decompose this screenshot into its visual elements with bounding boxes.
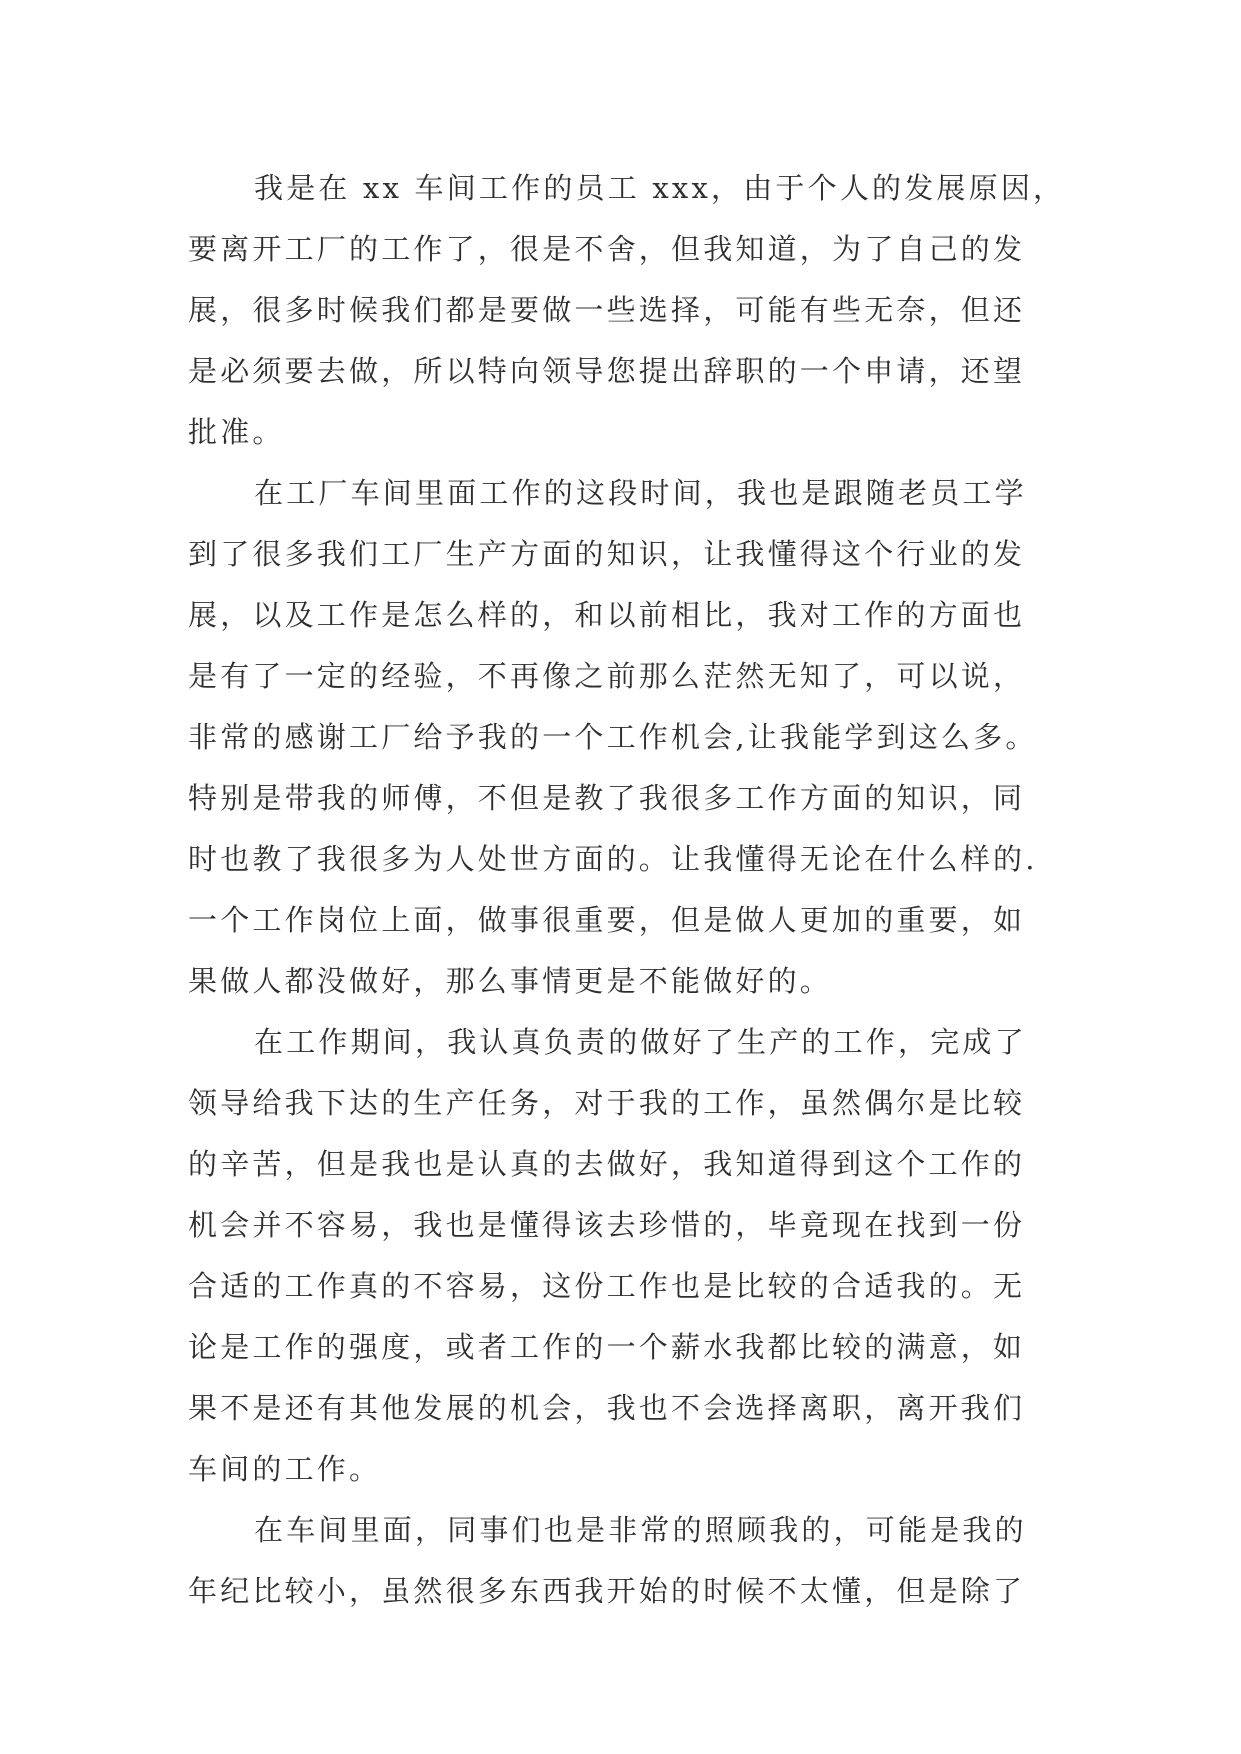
text-line: 一个工作岗位上面，做事很重要，但是做人更加的重要，如 (188, 903, 1026, 937)
text-line: 论是工作的强度，或者工作的一个薪水我都比较的满意，如 (188, 1330, 1026, 1364)
paragraph-3 (188, 1012, 1063, 1500)
text-line: 在工厂车间里面工作的这段时间，我也是跟随老员工学 (254, 476, 1027, 510)
text-line: 非常的感谢工厂给予我的一个工作机会,让我能学到这么多。 (188, 720, 1038, 754)
text-line: 要离开工厂的工作了，很是不舍，但我知道，为了自己的发 (188, 232, 1026, 266)
text-line: 果做人都没做好，那么事情更是不能做好的。 (188, 964, 833, 998)
text-line: 合适的工作真的不容易，这份工作也是比较的合适我的。无 (188, 1269, 1026, 1303)
paragraph-4 (188, 1500, 1063, 1622)
text-line: 时也教了我很多为人处世方面的。让我懂得无论在什么样的. (188, 842, 1038, 876)
text-line: 果不是还有其他发展的机会，我也不会选择离职，离开我们 (188, 1391, 1026, 1425)
text-line: 车间的工作。 (188, 1452, 382, 1486)
text-line: 领导给我下达的生产任务，对于我的工作，虽然偶尔是比较 (188, 1086, 1026, 1120)
text-line: 在工作期间，我认真负责的做好了生产的工作，完成了 (254, 1025, 1027, 1059)
text-line: 是有了一定的经验，不再像之前那么茫然无知了，可以说， (188, 659, 1026, 693)
text-line: 我是在 xx 车间工作的员工 xxx，由于个人的发展原因， (254, 171, 1066, 205)
text-line: 年纪比较小，虽然很多东西我开始的时候不太懂，但是除了 (188, 1574, 1026, 1608)
text-line: 展，很多时候我们都是要做一些选择，可能有些无奈，但还 (188, 293, 1026, 327)
text-line: 机会并不容易，我也是懂得该去珍惜的，毕竟现在找到一份 (188, 1208, 1026, 1242)
paragraph-1 (188, 158, 1066, 463)
text-line: 到了很多我们工厂生产方面的知识，让我懂得这个行业的发 (188, 537, 1026, 571)
text-line: 的辛苦，但是我也是认真的去做好，我知道得到这个工作的 (188, 1147, 1026, 1181)
text-line: 是必须要去做，所以特向领导您提出辞职的一个申请，还望 (188, 354, 1026, 388)
text-line: 特别是带我的师傅，不但是教了我很多工作方面的知识，同 (188, 781, 1026, 815)
paragraph-2 (188, 463, 1063, 1012)
text-line: 批准。 (188, 415, 285, 449)
document-body (188, 158, 1066, 1622)
text-line: 展，以及工作是怎么样的，和以前相比，我对工作的方面也 (188, 598, 1026, 632)
text-line: 在车间里面，同事们也是非常的照顾我的，可能是我的 (254, 1513, 1027, 1547)
